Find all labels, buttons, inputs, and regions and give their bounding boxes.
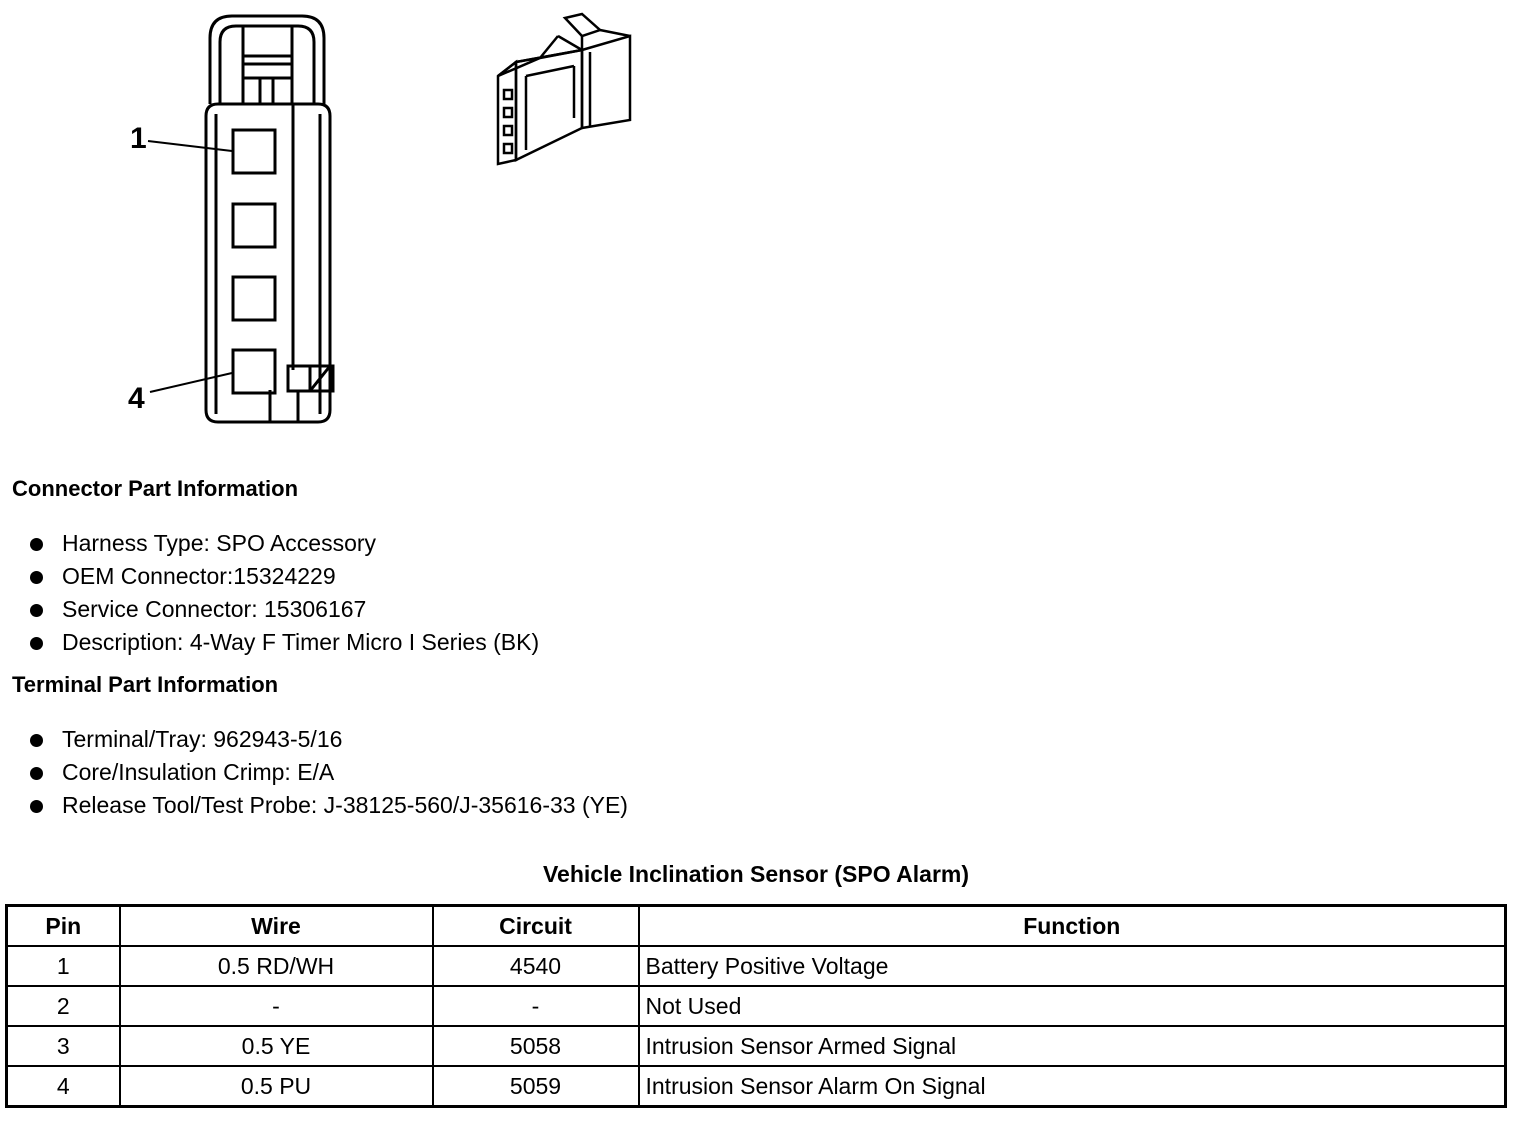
list-item-text: Harness Type: SPO Accessory [62, 530, 377, 556]
connector-part-info-list [28, 527, 539, 659]
table-row [7, 1026, 1506, 1066]
connector-part-info-heading: Connector Part Information [12, 476, 299, 501]
pin-1-leader [148, 141, 232, 151]
table-row [7, 986, 1506, 1026]
list-item [28, 789, 628, 822]
terminal-cavity-3 [233, 277, 275, 320]
cell-pin: 2 [7, 986, 120, 1026]
cell-function: Intrusion Sensor Armed Signal [639, 1026, 1506, 1066]
list-item-text: Terminal/Tray: 962943-5/16 [62, 726, 343, 752]
cell-function: Intrusion Sensor Alarm On Signal [639, 1066, 1506, 1107]
list-item [28, 560, 539, 593]
list-item-text: Service Connector: 15306167 [62, 596, 367, 622]
list-item [28, 527, 539, 560]
connector-diagram [0, 0, 700, 440]
table-row [7, 1066, 1506, 1107]
list-item-text: Core/Insulation Crimp: E/A [62, 759, 335, 785]
terminal-cavity-2 [233, 204, 275, 247]
terminal-cavity-1 [233, 130, 275, 173]
column-header-function: Function [639, 906, 1506, 947]
bullet-icon [30, 767, 43, 780]
bullet-icon [30, 637, 43, 650]
cell-wire: - [120, 986, 433, 1026]
list-item [28, 593, 539, 626]
cell-circuit: 5059 [433, 1066, 639, 1107]
connector-latch [210, 16, 324, 104]
cell-function: Battery Positive Voltage [639, 946, 1506, 986]
cell-pin: 3 [7, 1026, 120, 1066]
bullet-icon [30, 538, 43, 551]
bullet-icon [30, 571, 43, 584]
table-header-row [7, 906, 1506, 947]
table-title: Vehicle Inclination Sensor (SPO Alarm) [542, 861, 970, 887]
column-header-circuit: Circuit [433, 906, 639, 947]
cell-function: Not Used [639, 986, 1506, 1026]
pin-label-4: 4 [128, 382, 145, 415]
cell-circuit: 4540 [433, 946, 639, 986]
terminal-cavity-4 [233, 350, 275, 393]
cell-wire: 0.5 YE [120, 1026, 433, 1066]
cell-circuit: 5058 [433, 1026, 639, 1066]
column-header-pin: Pin [7, 906, 120, 947]
connector-isometric-view [498, 14, 630, 164]
list-item-text: Release Tool/Test Probe: J-38125-560/J-35616-33 (YE) [62, 792, 628, 818]
cell-circuit: - [433, 986, 639, 1026]
bullet-icon [30, 800, 43, 813]
cell-pin: 1 [7, 946, 120, 986]
table-row [7, 946, 1506, 986]
cell-wire: 0.5 PU [120, 1066, 433, 1107]
list-item [28, 723, 628, 756]
terminal-part-info-list [28, 723, 628, 822]
list-item-text: OEM Connector:15324229 [62, 563, 336, 589]
list-item [28, 756, 628, 789]
terminal-part-info-heading: Terminal Part Information [12, 672, 279, 697]
cell-pin: 4 [7, 1066, 120, 1107]
column-header-wire: Wire [120, 906, 433, 947]
bullet-icon [30, 604, 43, 617]
list-item [28, 626, 539, 659]
pin-4-leader [150, 373, 232, 392]
list-item-text: Description: 4-Way F Timer Micro I Series (BK) [62, 629, 540, 655]
cell-wire: 0.5 RD/WH [120, 946, 433, 986]
pinout-table [5, 904, 1507, 1108]
bullet-icon [30, 734, 43, 747]
pin-label-1: 1 [130, 122, 147, 155]
